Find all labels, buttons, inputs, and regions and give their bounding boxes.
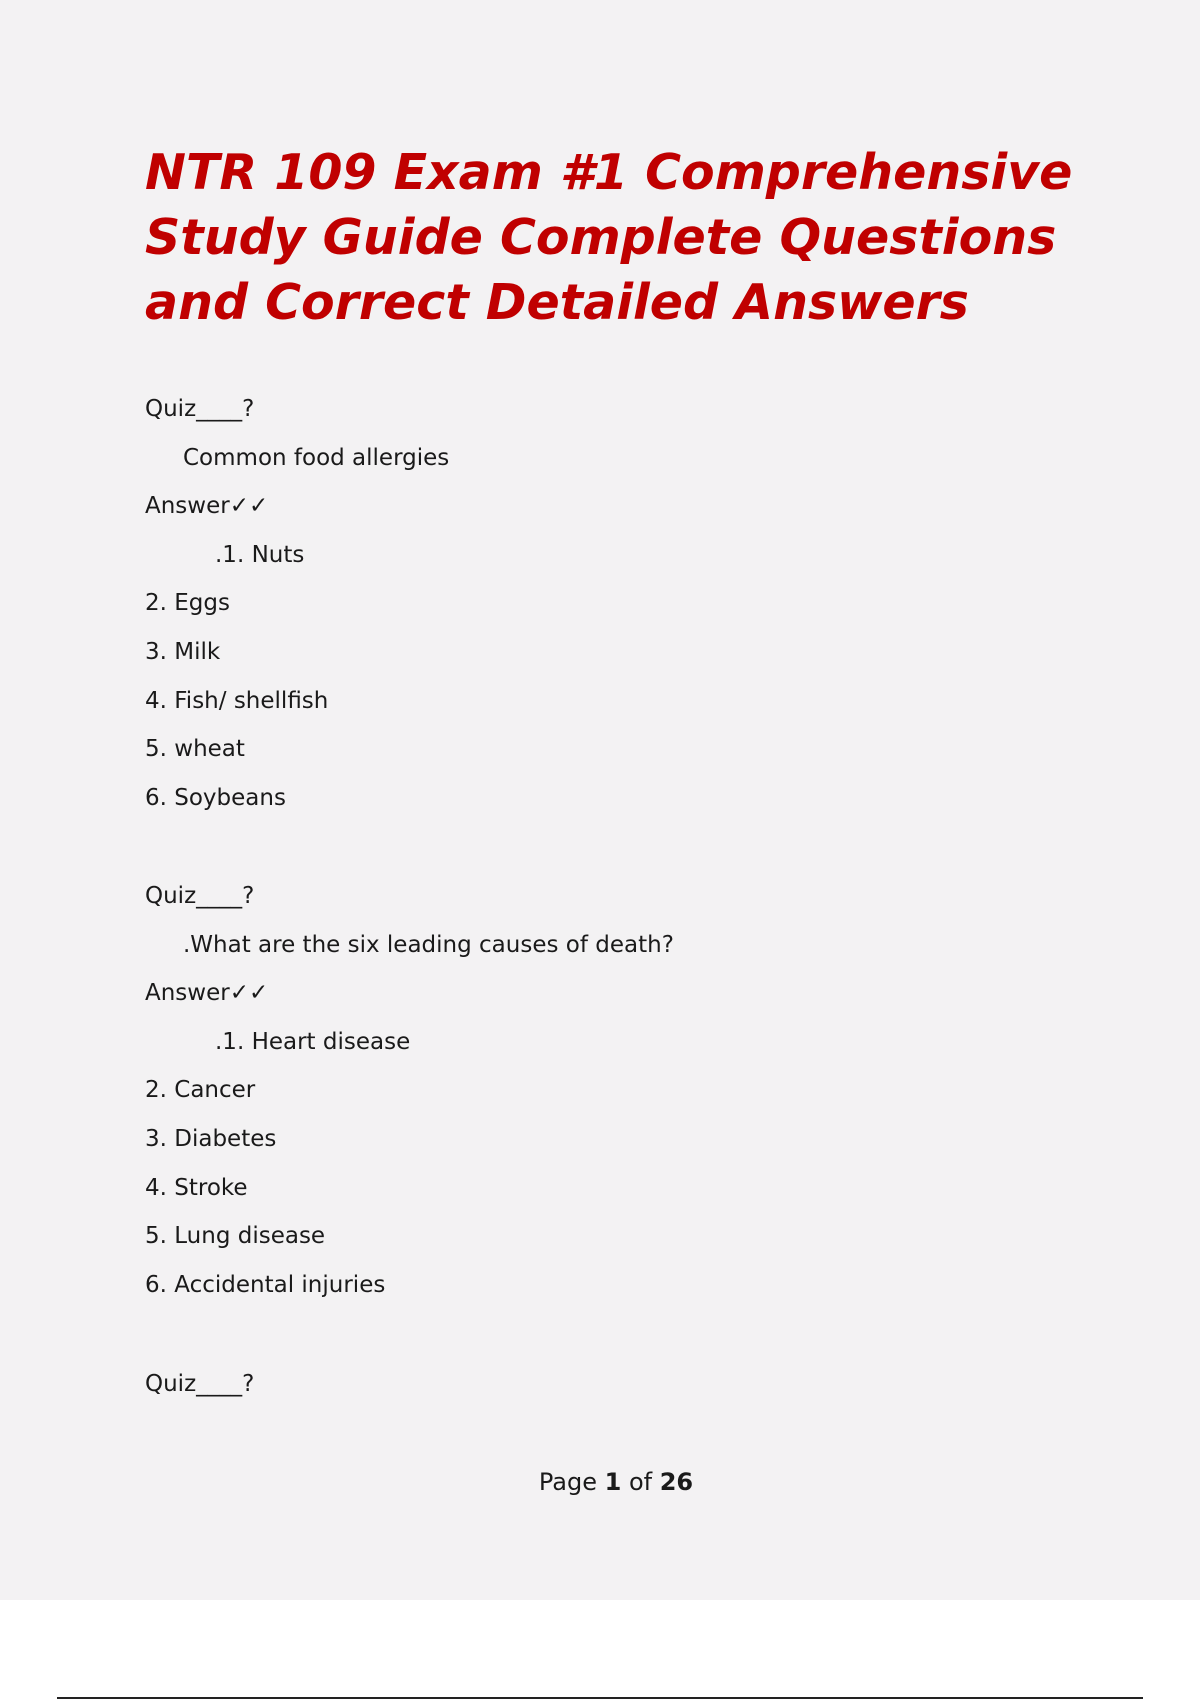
answer-line: 5. Lung disease <box>145 1223 326 1250</box>
answer-label: Answer✓✓ <box>145 493 269 520</box>
quiz-label: Quiz____? <box>145 883 255 909</box>
answer-line: 5. wheat <box>145 736 245 763</box>
answer-line: 2. Cancer <box>145 1077 256 1104</box>
answer-label: Answer✓✓ <box>145 980 269 1007</box>
answer-line: .1. Heart disease <box>215 1028 411 1055</box>
document-title: NTR 109 Exam #1 Comprehensive Study Guide Complete Questions and Correct Detailed Answers <box>145 144 1073 331</box>
page-number: 1 <box>604 1468 622 1496</box>
answer-line: 3. Diabetes <box>145 1125 277 1152</box>
answer-line: .1. Nuts <box>215 541 305 568</box>
answer-line: 6. Soybeans <box>145 784 286 811</box>
answer-line: 4. Stroke <box>145 1174 248 1201</box>
quiz-label: Quiz____? <box>145 396 255 422</box>
page-total: 26 <box>659 1468 694 1496</box>
answer-line: 4. Fish/ shellfish <box>145 687 329 714</box>
divider-line <box>57 1697 1143 1699</box>
answer-line: 3. Milk <box>145 638 221 665</box>
page-footer <box>0 1468 1200 1496</box>
qa-item-2 <box>145 872 1105 1309</box>
qa-item-1 <box>145 385 1105 822</box>
answer-line: 2. Eggs <box>145 590 230 617</box>
quiz-label: Quiz____? <box>145 1371 255 1397</box>
answer-line: 6. Accidental injuries <box>145 1271 386 1298</box>
question-text: Common food allergies <box>183 444 450 471</box>
qa-item-3 <box>145 1360 1105 1409</box>
page-content <box>145 140 1105 1397</box>
page-word: Page <box>538 1468 597 1496</box>
question-text: .What are the six leading causes of death? <box>183 931 674 958</box>
of-word: of <box>628 1468 653 1496</box>
